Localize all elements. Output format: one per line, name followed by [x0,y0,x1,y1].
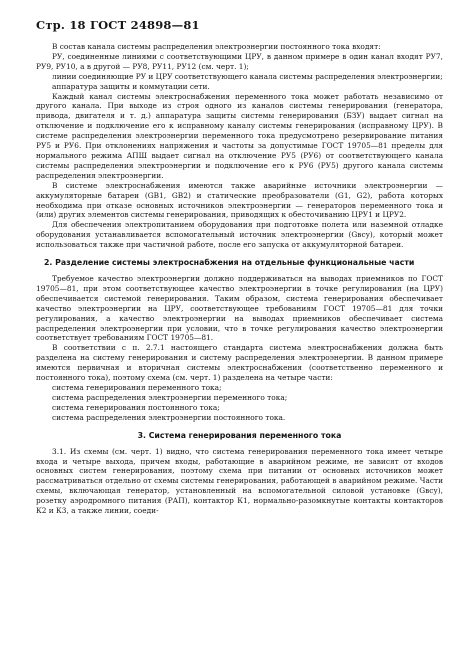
page-number: Стр. 18 [36,18,86,32]
paragraph: В соответствии с п. 2.7.1 настоящего стандарта система электроснабжения должна быть разделена на систему генерирования и систему распределения электроэнергии. В данном примере имеются первичная и вторичная системы электроснабжения (соответственно переменного и постоянного тока), поэтому схема (см. черт. 1) разделена на четыре части: [36,343,443,383]
paragraph: система распределения электроэнергии переменного тока; [52,392,288,402]
section-3-body [36,447,443,516]
paragraph: система распределения электроэнергии постоянного тока. [52,412,286,422]
page-header [36,18,443,32]
paragraph: Требуемое качество электроэнергии должно поддерживаться на выводах приемников по ГОСТ 19705—81, при этом соответствующее качество электроэнергии в точке регулирования (на ЦРУ) обеспечивается системой генерирования. Таким образом, система генерирования обеспечивает качество электроэнергии на ЦРУ, соответствующее требованиям ГОСТ 19705—81 для точки регулирования, а качество электроэнергии на выводах приемников обеспечивает система распределения электроэнергии при условии, что в точке регулирования качество электроэнергии соответствует требованиям ГОСТ 19705—81. [36,274,443,343]
paragraph: В состав канала системы распределения электроэнергии постоянного тока входят: [52,42,381,51]
paragraph: система генерирования постоянного тока; [52,402,220,412]
paragraph: 3.1. Из схемы (см. черт. 1) видно, что система генерирования переменного тока имеет четыре входа и четыре выхода, причем входы, работающие в аварийном режиме, не зависят от входов основных систем генерирования, поэтому схема при питании от основных источников может рассматриваться отдельно от схемы системы генерирования, работающей в аварийном режиме. Части схемы, включающая генератор, установленный на вспомогательной силовой установке (Gвсу), розетку аэродромного питания (РАП), контактор К1, нормально-разомкнутые контакты контакторов К2 и К3, а также линии, соеди- [36,446,443,516]
paragraph: Каждый канал системы электроснабжения переменного тока может работать независимо от другого канала. При выходе из строя одного из каналов системы генерирования (генератора, привода, двигателя и т. д.) аппаратура защиты системы генерирования (БЗУ) выдает сигнал на отключение и подключение его к исправному каналу системы генерирования (исправному ЦРУ). В системе распределения электроэнергии переменного тока предусмотрено резервирование питания РУ5 и РУ6. При отклонениях напряжения и частоты за допустимые ГОСТ 19705—81 пределы для нормального режима АПШ выдает сигнал на отключение РУ5 (РУ6) от соответствующего канала системы распределения электроэнергии и подключение его к РУ6 (РУ5) другого канала системы распределения электроэнергии. [36,91,443,180]
section-2-body [36,274,443,423]
section-2-title: 2. Разделение системы электроснабжения на отдельные функциональные части [44,258,415,268]
paragraph: линии соединяющие РУ и ЦРУ соответствующего канала системы распределения электроэнергии; [52,71,443,81]
paragraph: В системе электроснабжения имеются также аварийные источники электроэнергии — аккумуляторные батареи (GB1, GB2) и статические преобразователи (G1, G2), работа которых необходима при отказе основных источников электроэнергии — генераторов переменного тока и (или) других элементов системы генерирования, приводящих к обесточиванию ЦРУ1 и ЦРУ2. [36,180,443,220]
intro-section [36,42,443,250]
section-3-title: 3. Система генерирования переменного тока [137,430,342,440]
paragraph: аппаратура защиты и коммутации сети. [52,81,210,91]
paragraph: система генерирования переменного тока; [52,383,222,392]
paragraph: РУ, соединенные линиями с соответствующими ЦРУ, в данном примере в один канал входят РУ7, РУ9, РУ10, а в другой — РУ8, РУ11, РУ12 (см. черт. 1); [36,51,443,71]
paragraph: Для обеспечения электропитанием оборудования при подготовке полета или наземной отладке оборудования устанавливается вспомогательный источник электроэнергии (Gвсу), который может использоваться также при частичной работе, после его запуска от аккумуляторной батареи. [36,220,443,250]
standard-number: ГОСТ 24898—81 [89,18,200,32]
